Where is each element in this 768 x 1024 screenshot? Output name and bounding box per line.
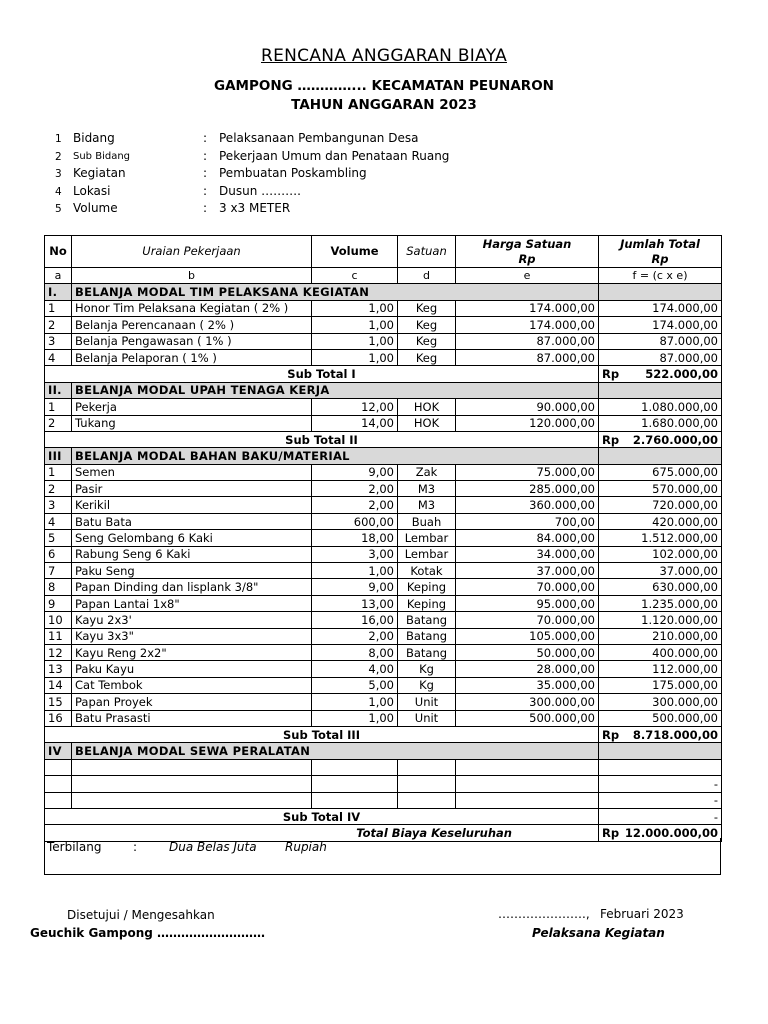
item-unit-price: 28.000,00	[456, 661, 599, 677]
item-number: 8	[45, 579, 72, 595]
item-description: Papan Lantai 1x8"	[72, 595, 312, 611]
section-row	[45, 382, 722, 398]
info-row	[50, 131, 550, 149]
section-title: BELANJA MODAL UPAH TENAGA KERJA	[72, 382, 599, 398]
item-unit: HOK	[398, 399, 456, 415]
item-volume: 1,00	[312, 333, 398, 349]
item-number: 16	[45, 710, 72, 726]
item-description: Batu Bata	[72, 513, 312, 529]
item-total: 500.000,00	[599, 710, 722, 726]
item-volume: 13,00	[312, 595, 398, 611]
info-number: 3	[55, 168, 62, 180]
item-total: 174.000,00	[599, 300, 722, 316]
item-number: 4	[45, 513, 72, 529]
item-unit: Lembar	[398, 546, 456, 562]
header-total: Jumlah Total Rp	[599, 236, 722, 268]
item-row	[45, 579, 722, 595]
item-volume: 9,00	[312, 464, 398, 480]
section-total-blank	[599, 743, 722, 759]
section-title: BELANJA MODAL SEWA PERALATAN	[72, 743, 599, 759]
subtotal-currency: Rp	[602, 432, 620, 447]
item-unit: Batang	[398, 628, 456, 644]
item-total: 174.000,00	[599, 317, 722, 333]
letter-cell: a	[45, 268, 72, 284]
item-description	[72, 792, 312, 808]
item-number: 7	[45, 563, 72, 579]
item-row	[45, 628, 722, 644]
info-key: Volume	[73, 201, 118, 215]
letter-cell: b	[72, 268, 312, 284]
item-number	[45, 792, 72, 808]
item-unit: Kg	[398, 677, 456, 693]
item-unit: Lembar	[398, 530, 456, 546]
item-row	[45, 497, 722, 513]
letter-cell: f = (c x e)	[599, 268, 722, 284]
header-unit-price: Harga Satuan Rp	[456, 236, 599, 268]
item-total: 1.235.000,00	[599, 595, 722, 611]
terbilang-words: Dua Belas Juta	[169, 840, 257, 854]
letter-cell: c	[312, 268, 398, 284]
item-number	[45, 759, 72, 775]
item-unit	[398, 759, 456, 775]
item-total: 630.000,00	[599, 579, 722, 595]
item-number: 6	[45, 546, 72, 562]
letter-cell: d	[398, 268, 456, 284]
item-description: Paku Kayu	[72, 661, 312, 677]
activity-info	[50, 131, 550, 219]
item-unit-price: 35.000,00	[456, 677, 599, 693]
item-total: 87.000,00	[599, 333, 722, 349]
signing-place: ………………….,	[498, 907, 590, 921]
item-total: 300.000,00	[599, 694, 722, 710]
item-unit-price: 285.000,00	[456, 481, 599, 497]
item-description	[72, 759, 312, 775]
document-subtitle-village: GAMPONG …………... KECAMATAN PEUNARON	[214, 78, 554, 94]
item-unit-price	[456, 776, 599, 792]
item-volume	[312, 776, 398, 792]
item-volume: 3,00	[312, 546, 398, 562]
item-total: 570.000,00	[599, 481, 722, 497]
item-volume: 14,00	[312, 415, 398, 431]
info-row	[50, 201, 550, 219]
subtotal-currency: Rp	[602, 727, 620, 742]
section-total-blank	[599, 448, 722, 464]
item-row	[45, 792, 722, 808]
subtotal-label: Sub Total II	[45, 431, 599, 447]
subtotal-cell	[599, 431, 722, 447]
item-row	[45, 333, 722, 349]
item-unit: M3	[398, 497, 456, 513]
letter-cell: e	[456, 268, 599, 284]
item-volume: 1,00	[312, 349, 398, 365]
info-key: Lokasi	[73, 183, 111, 198]
item-volume: 18,00	[312, 530, 398, 546]
item-unit: Kg	[398, 661, 456, 677]
item-volume: 1,00	[312, 300, 398, 316]
subtotal-label: Sub Total IV	[45, 808, 599, 824]
item-number: 3	[45, 333, 72, 349]
item-unit: Keping	[398, 595, 456, 611]
document-title: RENCANA ANGGARAN BIAYA	[261, 46, 507, 66]
budget-table	[44, 235, 722, 842]
item-unit-price: 105.000,00	[456, 628, 599, 644]
section-number: II.	[45, 382, 72, 398]
item-number: 9	[45, 595, 72, 611]
item-total: 675.000,00	[599, 464, 722, 480]
item-row	[45, 513, 722, 529]
item-row	[45, 530, 722, 546]
item-description: Belanja Perencanaan ( 2% )	[72, 317, 312, 333]
item-unit: Batang	[398, 612, 456, 628]
item-unit-price: 87.000,00	[456, 333, 599, 349]
item-total: 1.120.000,00	[599, 612, 722, 628]
item-row	[45, 546, 722, 562]
info-key: Bidang	[73, 131, 115, 145]
item-total: 175.000,00	[599, 677, 722, 693]
subtotal-label: Sub Total I	[45, 366, 599, 382]
item-description	[72, 776, 312, 792]
section-row	[45, 448, 722, 464]
item-row	[45, 563, 722, 579]
item-total: 37.000,00	[599, 563, 722, 579]
section-row	[45, 284, 722, 300]
subtotal-cell	[599, 366, 722, 382]
item-unit: Batang	[398, 644, 456, 660]
item-number: 12	[45, 644, 72, 660]
item-unit: Unit	[398, 694, 456, 710]
header-description: Uraian Pekerjaan	[72, 236, 312, 268]
item-unit-price: 700,00	[456, 513, 599, 529]
item-unit-price: 50.000,00	[456, 644, 599, 660]
section-number: I.	[45, 284, 72, 300]
item-volume: 1,00	[312, 563, 398, 579]
item-unit: Kotak	[398, 563, 456, 579]
subtotal-cell	[599, 726, 722, 742]
item-description: Papan Proyek	[72, 694, 312, 710]
item-volume: 600,00	[312, 513, 398, 529]
item-unit-price: 174.000,00	[456, 317, 599, 333]
info-colon: :	[203, 131, 208, 145]
item-total: 720.000,00	[599, 497, 722, 513]
info-number: 1	[55, 133, 62, 145]
item-number: 3	[45, 497, 72, 513]
item-volume: 4,00	[312, 661, 398, 677]
section-number: III	[45, 448, 72, 464]
item-description: Kayu 2x3'	[72, 612, 312, 628]
document-subtitle-year: TAHUN ANGGARAN 2023	[291, 97, 477, 113]
item-unit-price: 87.000,00	[456, 349, 599, 365]
item-total: 112.000,00	[599, 661, 722, 677]
item-total	[599, 759, 722, 775]
item-unit-price	[456, 792, 599, 808]
item-number: 10	[45, 612, 72, 628]
info-value: Pekerjaan Umum dan Penataan Ruang	[219, 148, 450, 163]
grand-total-currency: Rp	[602, 825, 620, 840]
info-row	[50, 149, 550, 167]
item-row	[45, 776, 722, 792]
item-number: 14	[45, 677, 72, 693]
item-total: 102.000,00	[599, 546, 722, 562]
item-number: 1	[45, 399, 72, 415]
item-row	[45, 644, 722, 660]
item-unit-price: 174.000,00	[456, 300, 599, 316]
item-unit	[398, 792, 456, 808]
item-unit-price: 300.000,00	[456, 694, 599, 710]
item-volume: 2,00	[312, 481, 398, 497]
item-description: Kerikil	[72, 497, 312, 513]
subtotal-row	[45, 366, 722, 382]
item-unit-price: 120.000,00	[456, 415, 599, 431]
item-unit-price: 37.000,00	[456, 563, 599, 579]
item-unit: Unit	[398, 710, 456, 726]
info-value: Pelaksanaan Pembangunan Desa	[219, 131, 419, 145]
item-total: 1.080.000,00	[599, 399, 722, 415]
item-description: Cat Tembok	[72, 677, 312, 693]
item-description: Rabung Seng 6 Kaki	[72, 546, 312, 562]
info-row	[50, 184, 550, 202]
item-unit: M3	[398, 481, 456, 497]
item-description: Seng Gelombang 6 Kaki	[72, 530, 312, 546]
item-description: Paku Seng	[72, 563, 312, 579]
item-unit-price: 95.000,00	[456, 595, 599, 611]
item-description: Kayu Reng 2x2"	[72, 644, 312, 660]
item-volume: 1,00	[312, 317, 398, 333]
subtotal-label: Sub Total III	[45, 726, 599, 742]
subtotal-currency: Rp	[602, 367, 620, 382]
item-number: 1	[45, 300, 72, 316]
item-row	[45, 694, 722, 710]
item-row	[45, 661, 722, 677]
item-row	[45, 710, 722, 726]
signing-date: Februari 2023	[600, 907, 684, 921]
item-total: -	[599, 792, 722, 808]
subtotal-value: 522.000,00	[645, 367, 718, 382]
subtotal-value: 8.718.000,00	[632, 727, 718, 742]
item-row	[45, 300, 722, 316]
item-number: 11	[45, 628, 72, 644]
item-unit: Keg	[398, 300, 456, 316]
item-row	[45, 399, 722, 415]
item-unit-price: 90.000,00	[456, 399, 599, 415]
item-unit-price: 500.000,00	[456, 710, 599, 726]
item-volume: 12,00	[312, 399, 398, 415]
info-colon: :	[203, 183, 208, 198]
item-total: 1.680.000,00	[599, 415, 722, 431]
item-row	[45, 759, 722, 775]
terbilang-colon: :	[133, 840, 138, 854]
amount-in-words	[44, 838, 721, 875]
info-colon: :	[203, 201, 208, 215]
subtotal-value: -	[713, 809, 718, 824]
table-letter-row	[45, 268, 722, 284]
info-number: 4	[55, 185, 62, 198]
item-unit: Keg	[398, 349, 456, 365]
item-volume: 8,00	[312, 644, 398, 660]
item-number: 4	[45, 349, 72, 365]
item-description: Batu Prasasti	[72, 710, 312, 726]
item-number	[45, 776, 72, 792]
item-unit-price: 75.000,00	[456, 464, 599, 480]
item-unit: Keg	[398, 333, 456, 349]
header-no: No	[45, 236, 72, 268]
item-description: Belanja Pengawasan ( 1% )	[72, 333, 312, 349]
info-value: Pembuatan Poskambling	[219, 166, 367, 180]
item-unit: Keg	[398, 317, 456, 333]
item-number: 2	[45, 415, 72, 431]
subtotal-row	[45, 808, 722, 824]
item-unit-price: 70.000,00	[456, 579, 599, 595]
item-unit-price: 70.000,00	[456, 612, 599, 628]
item-row	[45, 595, 722, 611]
terbilang-currency: Rupiah	[285, 840, 327, 854]
item-volume: 2,00	[312, 497, 398, 513]
item-description: Belanja Pelaporan ( 1% )	[72, 349, 312, 365]
subtotal-row	[45, 431, 722, 447]
info-value: 3 x3 METER	[219, 201, 291, 215]
item-volume: 1,00	[312, 694, 398, 710]
section-total-blank	[599, 382, 722, 398]
item-volume: 1,00	[312, 710, 398, 726]
item-unit: Zak	[398, 464, 456, 480]
header-volume: Volume	[312, 236, 398, 268]
item-description: Pekerja	[72, 399, 312, 415]
info-key: Kegiatan	[73, 166, 126, 180]
item-unit: Buah	[398, 513, 456, 529]
item-number: 5	[45, 530, 72, 546]
item-row	[45, 612, 722, 628]
info-colon: :	[203, 166, 208, 180]
item-description: Kayu 3x3"	[72, 628, 312, 644]
item-description: Tukang	[72, 415, 312, 431]
item-volume: 16,00	[312, 612, 398, 628]
info-number: 5	[55, 203, 62, 215]
info-key: Sub Bidang	[73, 150, 131, 162]
header-unit: Satuan	[398, 236, 456, 268]
item-unit-price: 360.000,00	[456, 497, 599, 513]
item-total: 420.000,00	[599, 513, 722, 529]
item-unit: Keping	[398, 579, 456, 595]
item-description: Honor Tim Pelaksana Kegiatan ( 2% )	[72, 300, 312, 316]
item-number: 15	[45, 694, 72, 710]
item-row	[45, 464, 722, 480]
item-total: 210.000,00	[599, 628, 722, 644]
item-volume	[312, 792, 398, 808]
grand-total-value: 12.000.000,00	[624, 825, 718, 840]
item-row	[45, 415, 722, 431]
section-title: BELANJA MODAL TIM PELAKSANA KEGIATAN	[72, 284, 599, 300]
item-description: Pasir	[72, 481, 312, 497]
approval-label: Disetujui / Mengesahkan	[67, 908, 215, 922]
item-unit-price	[456, 759, 599, 775]
section-title: BELANJA MODAL BAHAN BAKU/MATERIAL	[72, 448, 599, 464]
info-row	[50, 166, 550, 184]
item-row	[45, 481, 722, 497]
subtotal-row	[45, 726, 722, 742]
section-total-blank	[599, 284, 722, 300]
item-unit: HOK	[398, 415, 456, 431]
item-row	[45, 317, 722, 333]
item-number: 13	[45, 661, 72, 677]
item-unit-price: 34.000,00	[456, 546, 599, 562]
item-number: 1	[45, 464, 72, 480]
info-colon: :	[203, 148, 208, 163]
grand-total-label: Total Biaya Keseluruhan	[45, 825, 599, 841]
item-number: 2	[45, 317, 72, 333]
item-number: 2	[45, 481, 72, 497]
info-value: Dusun ……….	[219, 183, 301, 198]
info-number: 2	[55, 150, 62, 163]
item-total: 87.000,00	[599, 349, 722, 365]
item-volume: 2,00	[312, 628, 398, 644]
executor-title: Pelaksana Kegiatan	[532, 926, 665, 940]
section-number: IV	[45, 743, 72, 759]
item-row	[45, 349, 722, 365]
section-row	[45, 743, 722, 759]
item-total: 400.000,00	[599, 644, 722, 660]
item-volume: 5,00	[312, 677, 398, 693]
item-volume: 9,00	[312, 579, 398, 595]
item-row	[45, 677, 722, 693]
table-header-row	[45, 236, 722, 268]
item-total: -	[599, 776, 722, 792]
item-unit-price: 84.000,00	[456, 530, 599, 546]
terbilang-label: Terbilang	[47, 840, 102, 854]
subtotal-value: 2.760.000,00	[632, 432, 718, 447]
approver-name: Geuchik Gampong ………………………	[30, 926, 266, 940]
item-description: Papan Dinding dan lisplank 3/8"	[72, 579, 312, 595]
item-description: Semen	[72, 464, 312, 480]
item-total: 1.512.000,00	[599, 530, 722, 546]
subtotal-cell	[599, 808, 722, 824]
item-volume	[312, 759, 398, 775]
item-unit	[398, 776, 456, 792]
